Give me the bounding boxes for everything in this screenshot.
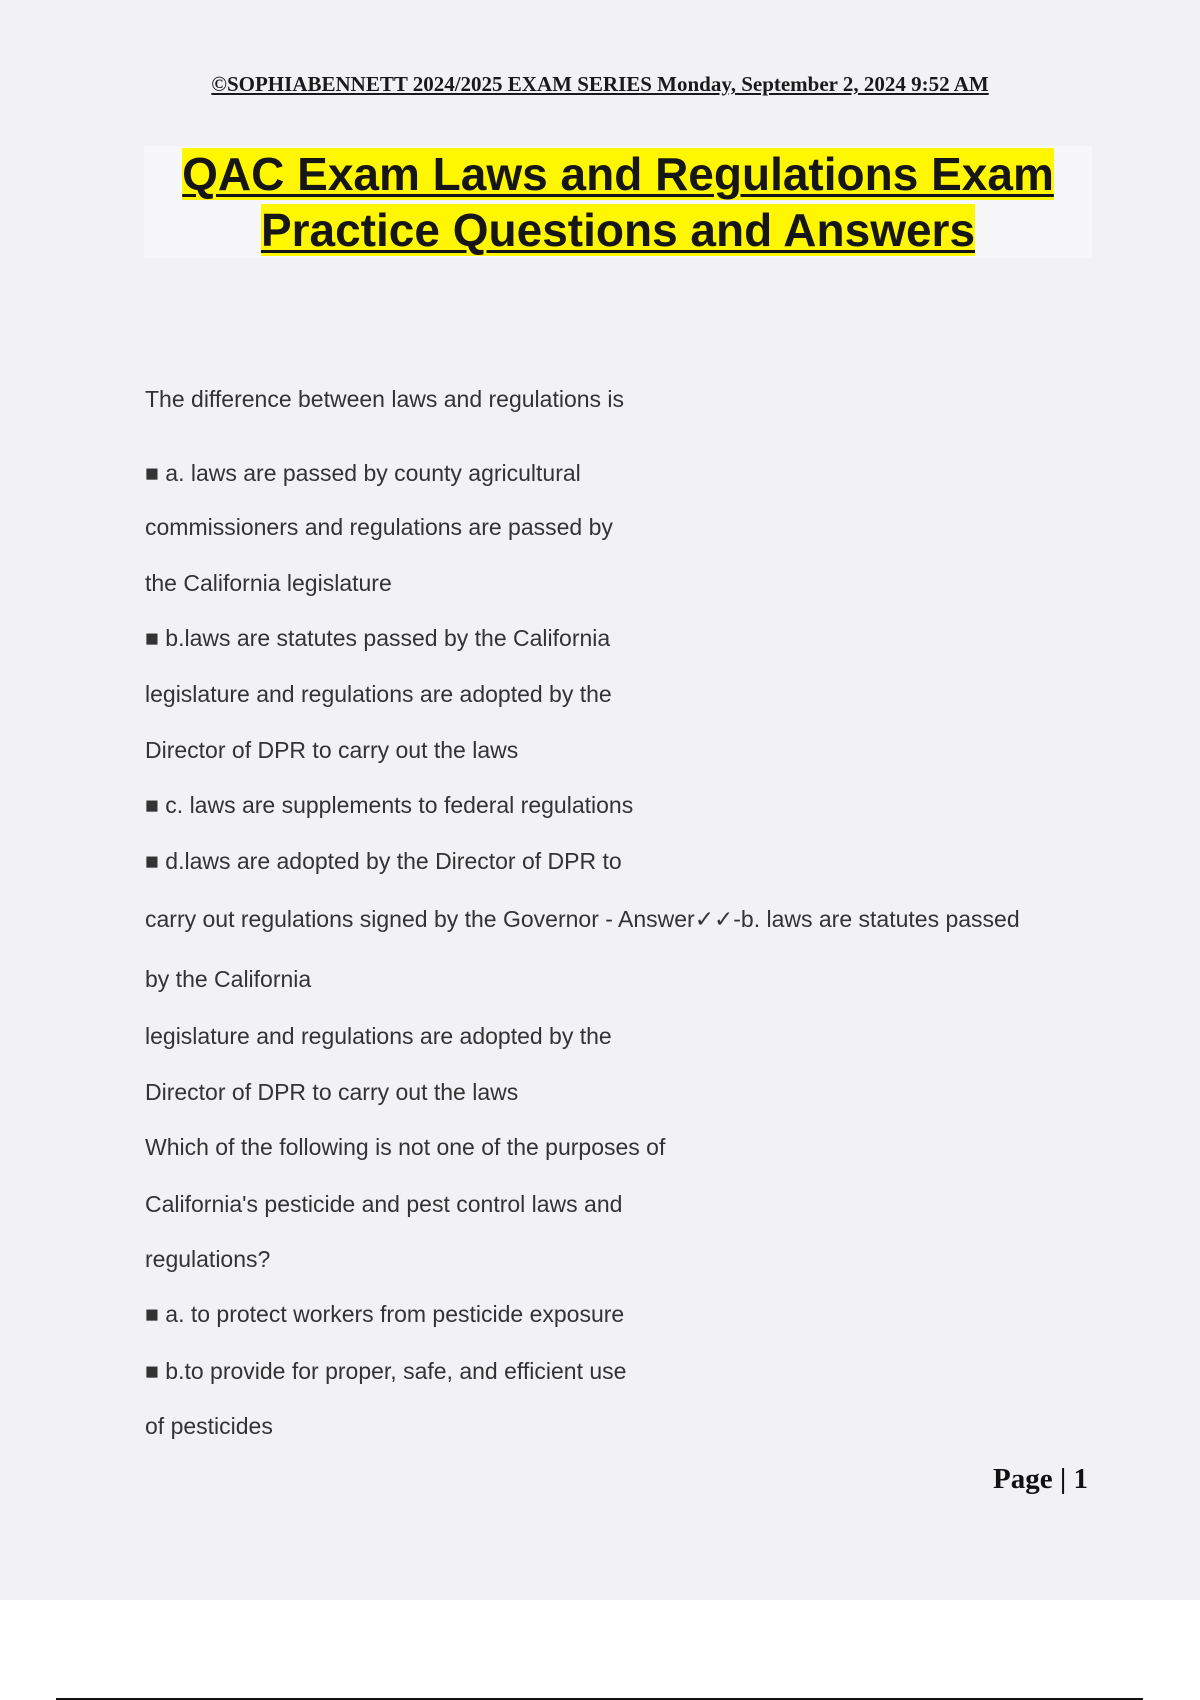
question-1-option-b: ■ b.laws are statutes passed by the California (145, 625, 611, 651)
question-2-text-cont-2: regulations? (145, 1246, 271, 1272)
question-1-answer-cont-2: legislature and regulations are adopted by the (145, 1023, 612, 1049)
question-1-answer-cont-3: Director of DPR to carry out the laws (145, 1079, 519, 1105)
question-2-option-b-cont-1: of pesticides (145, 1413, 273, 1439)
question-1-option-d: ■ d.laws are adopted by the Director of DPR to (145, 848, 622, 874)
question-1-option-b-cont-1: legislature and regulations are adopted by the (145, 681, 612, 707)
question-2-text: Which of the following is not one of the purposes of (145, 1134, 666, 1160)
document-header: ©SOPHIABENNETT 2024/2025 EXAM SERIES Monday, September 2, 2024 9:52 AM (211, 72, 989, 96)
question-2-option-a: ■ a. to protect workers from pesticide exposure (145, 1301, 625, 1327)
question-1-option-a-cont-2: the California legislature (145, 570, 392, 596)
question-1-option-c: ■ c. laws are supplements to federal regulations (145, 792, 634, 818)
question-1-answer: carry out regulations signed by the Governor - Answer✓✓-b. laws are statutes passed (145, 906, 1020, 932)
page-number: Page | 1 (993, 1463, 1088, 1495)
question-1-option-b-cont-2: Director of DPR to carry out the laws (145, 737, 519, 763)
title-line-1: QAC Exam Laws and Regulations Exam (182, 148, 1054, 200)
question-1-text: The difference between laws and regulations is (145, 386, 625, 412)
question-1-option-a-cont-1: commissioners and regulations are passed by (145, 514, 613, 540)
document-title (144, 146, 1092, 258)
question-1-option-a: ■ a. laws are passed by county agricultural (145, 460, 581, 486)
title-line-2: Practice Questions and Answers (260, 204, 976, 256)
question-1-answer-cont-1: by the California (145, 966, 312, 992)
question-2-text-cont-1: California's pesticide and pest control laws and (145, 1191, 623, 1217)
question-2-option-b: ■ b.to provide for proper, safe, and efficient use (145, 1358, 627, 1384)
